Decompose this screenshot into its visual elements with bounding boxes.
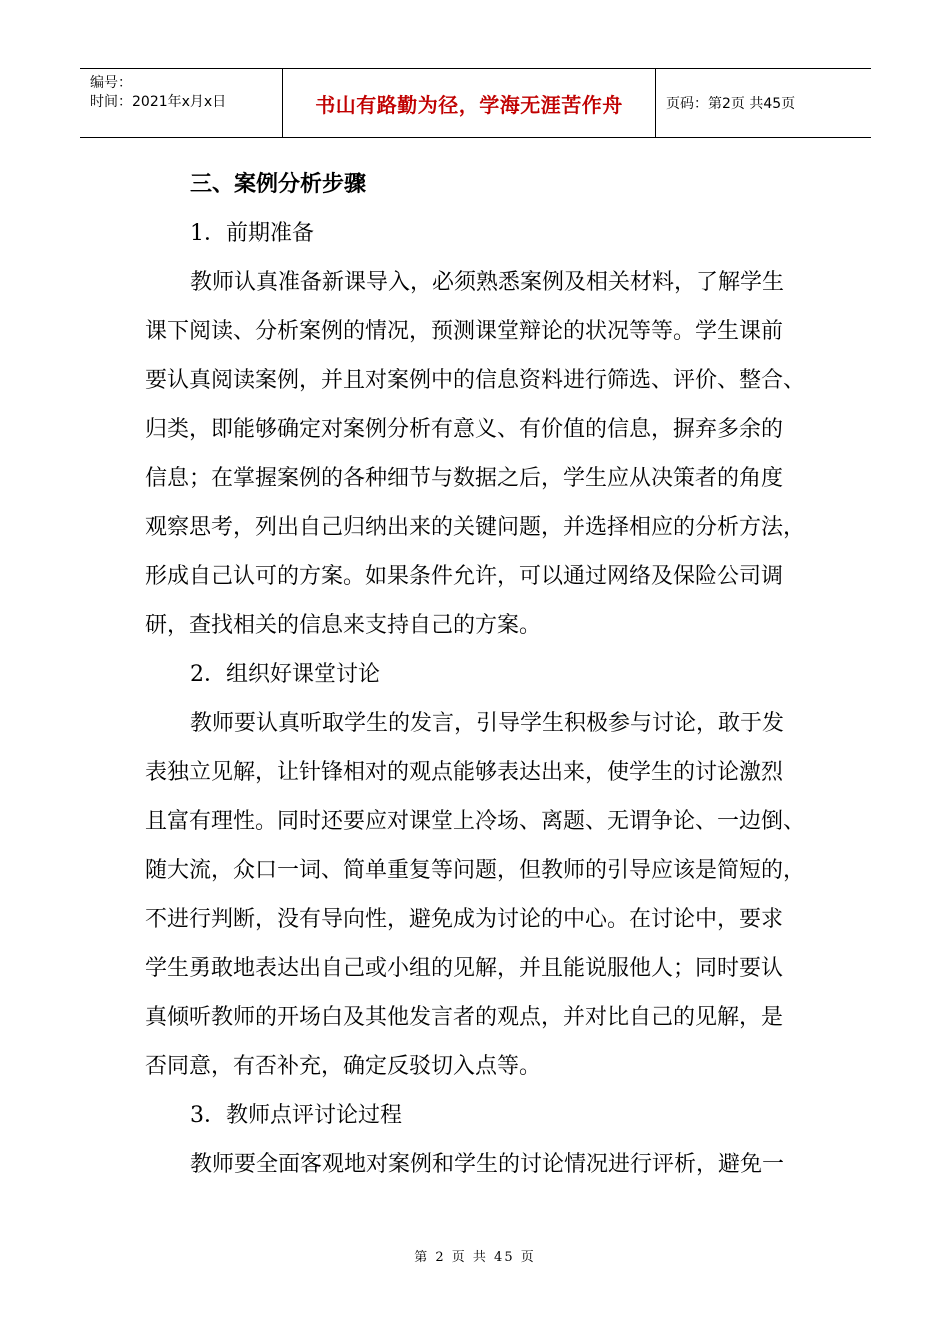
document-body — [145, 160, 805, 1189]
header-page-info-cell — [656, 69, 871, 137]
text-line: 2．组织好课堂讨论 — [190, 662, 380, 687]
paragraph-lines — [145, 209, 805, 1189]
text-line: 1．前期准备 — [190, 221, 314, 246]
text-line: 不进行判断，没有导向性，避免成为讨论的中心。在讨论中，要求 — [145, 907, 784, 932]
motto-text: 书山有路勤为径，学海无涯苦作舟 — [315, 92, 623, 117]
section-title: 三、案例分析步骤 — [190, 172, 367, 197]
page-footer: 第 2 页 共 45 页 — [414, 1250, 536, 1265]
text-line: 形成自己认可的方案。如果条件允许，可以通过网络及保险公司调 — [145, 564, 784, 589]
text-line: 信息；在掌握案例的各种细节与数据之后，学生应从决策者的角度 — [145, 466, 784, 491]
text-line: 归类，即能够确定对案例分析有意义、有价值的信息，摒弃多余的 — [145, 417, 784, 442]
text-line: 表独立见解，让针锋相对的观点能够表达出来，使学生的讨论激烈 — [145, 760, 784, 785]
text-line: 课下阅读、分析案例的情况，预测课堂辩论的状况等等。学生课前 — [145, 319, 784, 344]
text-line: 否同意，有否补充，确定反驳切入点等。 — [145, 1054, 542, 1079]
page-header — [80, 68, 871, 138]
text-line: 3．教师点评讨论过程 — [190, 1103, 402, 1128]
text-line: 研，查找相关的信息来支持自己的方案。 — [145, 613, 542, 638]
text-line: 且富有理性。同时还要应对课堂上冷场、离题、无谓争论、一边倒、 — [145, 809, 806, 834]
text-line: 随大流，众口一词、简单重复等问题，但教师的引导应该是简短的， — [145, 858, 806, 883]
page-info-text: 页码：第2页 共45页 — [666, 96, 796, 112]
text-line: 要认真阅读案例，并且对案例中的信息资料进行筛选、评价、整合、 — [145, 368, 806, 393]
header-meta-cell — [80, 69, 283, 137]
header-motto-cell — [283, 69, 656, 137]
text-line: 真倾听教师的开场白及其他发言者的观点，并对比自己的见解，是 — [145, 1005, 784, 1030]
text-line: 教师要全面客观地对案例和学生的讨论情况进行评析，避免一 — [190, 1152, 785, 1177]
text-line: 学生勇敢地表达出自己或小组的见解，并且能说服他人；同时要认 — [145, 956, 784, 981]
number-label: 编号： — [90, 75, 132, 91]
time-label: 时间：2021年x月x日 — [90, 94, 227, 110]
text-line: 教师认真准备新课导入，必须熟悉案例及相关材料，了解学生 — [190, 270, 785, 295]
text-line: 观察思考，列出自己归纳出来的关键问题，并选择相应的分析方法， — [145, 515, 806, 540]
text-line: 教师要认真听取学生的发言，引导学生积极参与讨论，敢于发 — [190, 711, 785, 736]
